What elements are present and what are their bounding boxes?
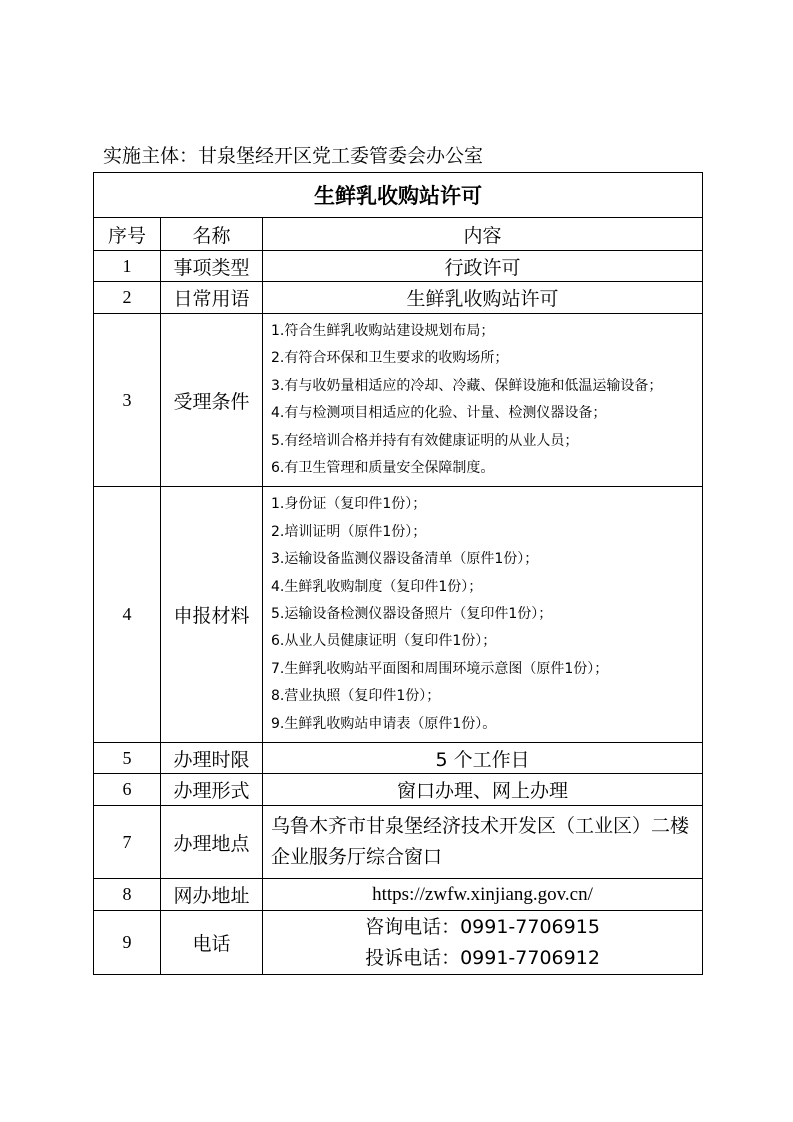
row-content: 生鲜乳收购站许可 [263,282,703,314]
row-seq: 5 [94,743,161,774]
row-seq: 9 [94,911,161,975]
table-row [94,774,703,806]
row-seq: 7 [94,806,161,879]
permit-table [93,172,703,975]
list-item: 6.有卫生管理和质量安全保障制度。 [271,460,495,477]
row-content: 5 个工作日 [263,743,703,774]
table-row [94,282,703,314]
row-seq: 8 [94,879,161,911]
list-item: 1.符合生鲜乳收购站建设规划布局； [271,323,495,339]
list-item: 9.生鲜乳收购站申请表（原件1份）。 [271,715,497,732]
acceptance-conditions-list [263,314,703,487]
row-seq: 3 [94,314,161,487]
application-materials-list [263,487,703,743]
complaint-phone: 投诉电话：0991-7706912 [365,946,600,969]
table-row [94,743,703,774]
website-url: https://zwfw.xinjiang.gov.cn/ [263,879,703,911]
row-content: 乌鲁木齐市甘泉堡经济技术开发区（工业区）二楼企业服务厅综合窗口 [263,806,703,879]
row-name: 事项类型 [161,251,263,282]
list-item: 6.从业人员健康证明（复印件1份）； [271,633,497,650]
consult-phone: 咨询电话：0991-7706915 [365,915,600,938]
list-item: 5.有经培训合格并持有有效健康证明的从业人员； [271,432,579,449]
row-name: 办理形式 [161,774,263,806]
list-item: 5.运输设备检测仪器设备照片（复印件1份）； [271,606,553,623]
table-row [94,879,703,911]
row-name: 申报材料 [161,487,263,743]
list-item: 3.运输设备监测仪器设备清单（原件1份）； [271,551,539,568]
row-name: 日常用语 [161,282,263,314]
list-item: 3.有与收奶量相适应的冷却、冷藏、保鲜设施和低温运输设备； [271,377,663,394]
row-content: 行政许可 [263,251,703,282]
row-name: 电话 [161,911,263,975]
header-name: 名称 [161,218,263,251]
table-row [94,911,703,975]
list-item: 2.培训证明（原件1份）； [271,523,427,540]
row-name: 办理地点 [161,806,263,879]
row-content: 窗口办理、网上办理 [263,774,703,806]
implementer-label: 实施主体：甘泉堡经开区党工委管委会办公室 [103,145,484,167]
list-item: 1.身份证（复印件1份）； [271,496,427,513]
phone-cell [263,911,703,975]
table-row [94,251,703,282]
header-content: 内容 [263,218,703,251]
table-row [94,314,703,487]
row-name: 网办地址 [161,879,263,911]
header-row [94,218,703,251]
list-item: 7.生鲜乳收购站平面图和周围环境示意图（原件1份）； [271,660,609,677]
header-seq: 序号 [94,218,161,251]
list-item: 2.有符合环保和卫生要求的收购场所； [271,350,509,367]
row-seq: 2 [94,282,161,314]
list-item: 4.生鲜乳收购制度（复印件1份）； [271,578,483,595]
row-seq: 1 [94,251,161,282]
list-item: 4.有与检测项目相适应的化验、计量、检测仪器设备； [271,405,607,422]
table-row [94,806,703,879]
row-seq: 6 [94,774,161,806]
row-name: 受理条件 [161,314,263,487]
table-row [94,487,703,743]
row-name: 办理时限 [161,743,263,774]
list-item: 8.营业执照（复印件1份）； [271,688,441,705]
table-title: 生鲜乳收购站许可 [94,173,703,218]
row-seq: 4 [94,487,161,743]
